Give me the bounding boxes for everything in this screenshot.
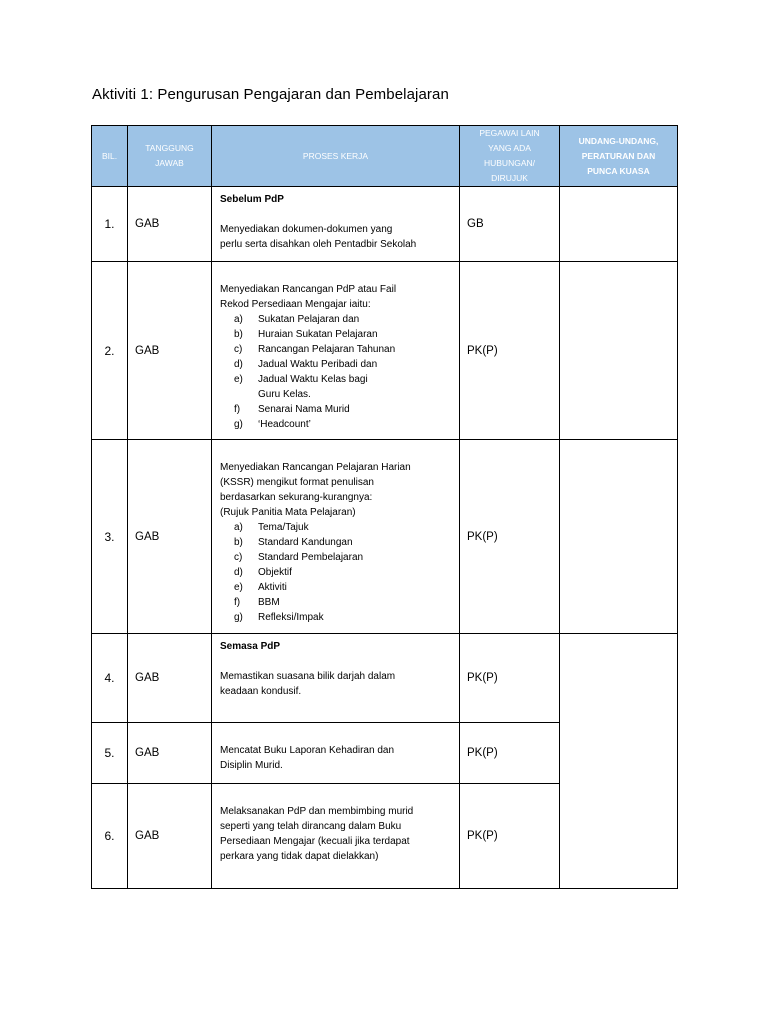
related-officer-cell: PK(P): [460, 634, 560, 723]
list-marker: e): [234, 374, 243, 385]
process-cell: [212, 634, 460, 723]
list-item: [220, 550, 453, 565]
process-text: Memastikan suasana bilik darjah dalam keadaan kondusif.: [220, 671, 396, 697]
list-item: [220, 595, 453, 610]
list-item-text: Refleksi/Impak: [258, 612, 324, 623]
list-item-text: Standard Pembelajaran: [258, 552, 364, 563]
section-heading: Semasa PdP: [220, 641, 281, 652]
list-marker: b): [234, 537, 243, 548]
row-number: 3.: [92, 440, 128, 634]
list-item-text: Jadual Waktu Kelas bagi Guru Kelas.: [258, 374, 368, 400]
header-proses-kerja: PROSES KERJA: [212, 126, 460, 187]
list-item-text: Sukatan Pelajaran dan: [258, 314, 360, 325]
process-cell: [212, 440, 460, 634]
list-marker: e): [234, 582, 243, 593]
list-item-text: Huraian Sukatan Pelajaran: [258, 329, 378, 340]
list-item-text: Tema/Tajuk: [258, 522, 309, 533]
list-marker: c): [234, 344, 243, 355]
header-undang-undang: UNDANG-UNDANG, PERATURAN DAN PUNCA KUASA: [560, 126, 678, 187]
list-marker: g): [234, 419, 243, 430]
list-item-text: Standard Kandungan: [258, 537, 353, 548]
related-officer-cell: PK(P): [460, 262, 560, 440]
list-item: [220, 610, 453, 625]
responsible-cell: GAB: [128, 784, 212, 889]
list-item-text: Senarai Nama Murid: [258, 404, 350, 415]
list-item: [220, 372, 453, 402]
list-item: [220, 327, 453, 342]
process-item-list: [220, 312, 453, 432]
table-header-row: [92, 126, 678, 187]
responsible-cell: GAB: [128, 262, 212, 440]
law-cell: [560, 262, 678, 440]
header-pegawai-lain: PEGAWAI LAIN YANG ADA HUBUNGAN/ DIRUJUK: [460, 126, 560, 187]
list-item: [220, 342, 453, 357]
table-row: [92, 187, 678, 262]
list-marker: a): [234, 522, 243, 533]
list-marker: f): [234, 597, 241, 608]
process-item-list: [220, 520, 453, 625]
process-text: Mencatat Buku Laporan Kehadiran dan Disiplin Murid.: [220, 745, 395, 771]
list-item: [220, 520, 453, 535]
row-number: 6.: [92, 784, 128, 889]
related-officer-cell: PK(P): [460, 440, 560, 634]
list-item: [220, 565, 453, 580]
list-item-text: Aktiviti: [258, 582, 287, 593]
law-cell: [560, 634, 678, 889]
table-row: [92, 262, 678, 440]
responsible-cell: GAB: [128, 723, 212, 784]
row-number: 2.: [92, 262, 128, 440]
list-item-text: BBM: [258, 597, 280, 608]
list-item: [220, 417, 453, 432]
list-item: [220, 357, 453, 372]
list-item-text: Objektif: [258, 567, 292, 578]
list-item: [220, 580, 453, 595]
process-cell: [212, 187, 460, 262]
list-item: [220, 535, 453, 550]
related-officer-cell: GB: [460, 187, 560, 262]
related-officer-cell: PK(P): [460, 723, 560, 784]
list-marker: d): [234, 567, 243, 578]
list-item-text: Rancangan Pelajaran Tahunan: [258, 344, 396, 355]
row-number: 4.: [92, 634, 128, 723]
process-text: Menyediakan Rancangan Pelajaran Harian (KSSR) mengikut format penulisan berdasarkan sekurang-kurangnya: (Rujuk Panitia Mata Pelajaran): [220, 462, 411, 518]
process-cell: [212, 262, 460, 440]
list-item-text: Jadual Waktu Peribadi dan: [258, 359, 378, 370]
responsible-cell: GAB: [128, 187, 212, 262]
list-item-text: ‘Headcount’: [258, 419, 311, 430]
table-row: [92, 440, 678, 634]
responsible-cell: GAB: [128, 634, 212, 723]
responsible-cell: GAB: [128, 440, 212, 634]
row-number: 5.: [92, 723, 128, 784]
law-cell: [560, 187, 678, 262]
page-title: Aktiviti 1: Pengurusan Pengajaran dan Pembelajaran: [92, 86, 449, 103]
table-row: [92, 634, 678, 723]
process-text: Menyediakan Rancangan PdP atau Fail Rekod Persediaan Mengajar iaitu:: [220, 284, 397, 310]
process-cell: [212, 723, 460, 784]
activity-table: [91, 125, 678, 889]
list-marker: a): [234, 314, 243, 325]
list-marker: b): [234, 329, 243, 340]
process-text: Melaksanakan PdP dan membimbing murid seperti yang telah dirancang dalam Buku Persediaan Mengajar (kecuali jika terdapat perkara yang tidak dapat dielakkan): [220, 806, 414, 862]
list-item: [220, 402, 453, 417]
process-text: Menyediakan dokumen-dokumen yang perlu serta disahkan oleh Pentadbir Sekolah: [220, 224, 417, 250]
row-number: 1.: [92, 187, 128, 262]
list-marker: f): [234, 404, 241, 415]
header-bil: BIL.: [92, 126, 128, 187]
list-marker: c): [234, 552, 243, 563]
header-tanggung-jawab: TANGGUNG JAWAB: [128, 126, 212, 187]
list-marker: g): [234, 612, 243, 623]
section-heading: Sebelum PdP: [220, 194, 284, 205]
process-cell: [212, 784, 460, 889]
list-marker: d): [234, 359, 243, 370]
related-officer-cell: PK(P): [460, 784, 560, 889]
list-item: [220, 312, 453, 327]
law-cell: [560, 440, 678, 634]
